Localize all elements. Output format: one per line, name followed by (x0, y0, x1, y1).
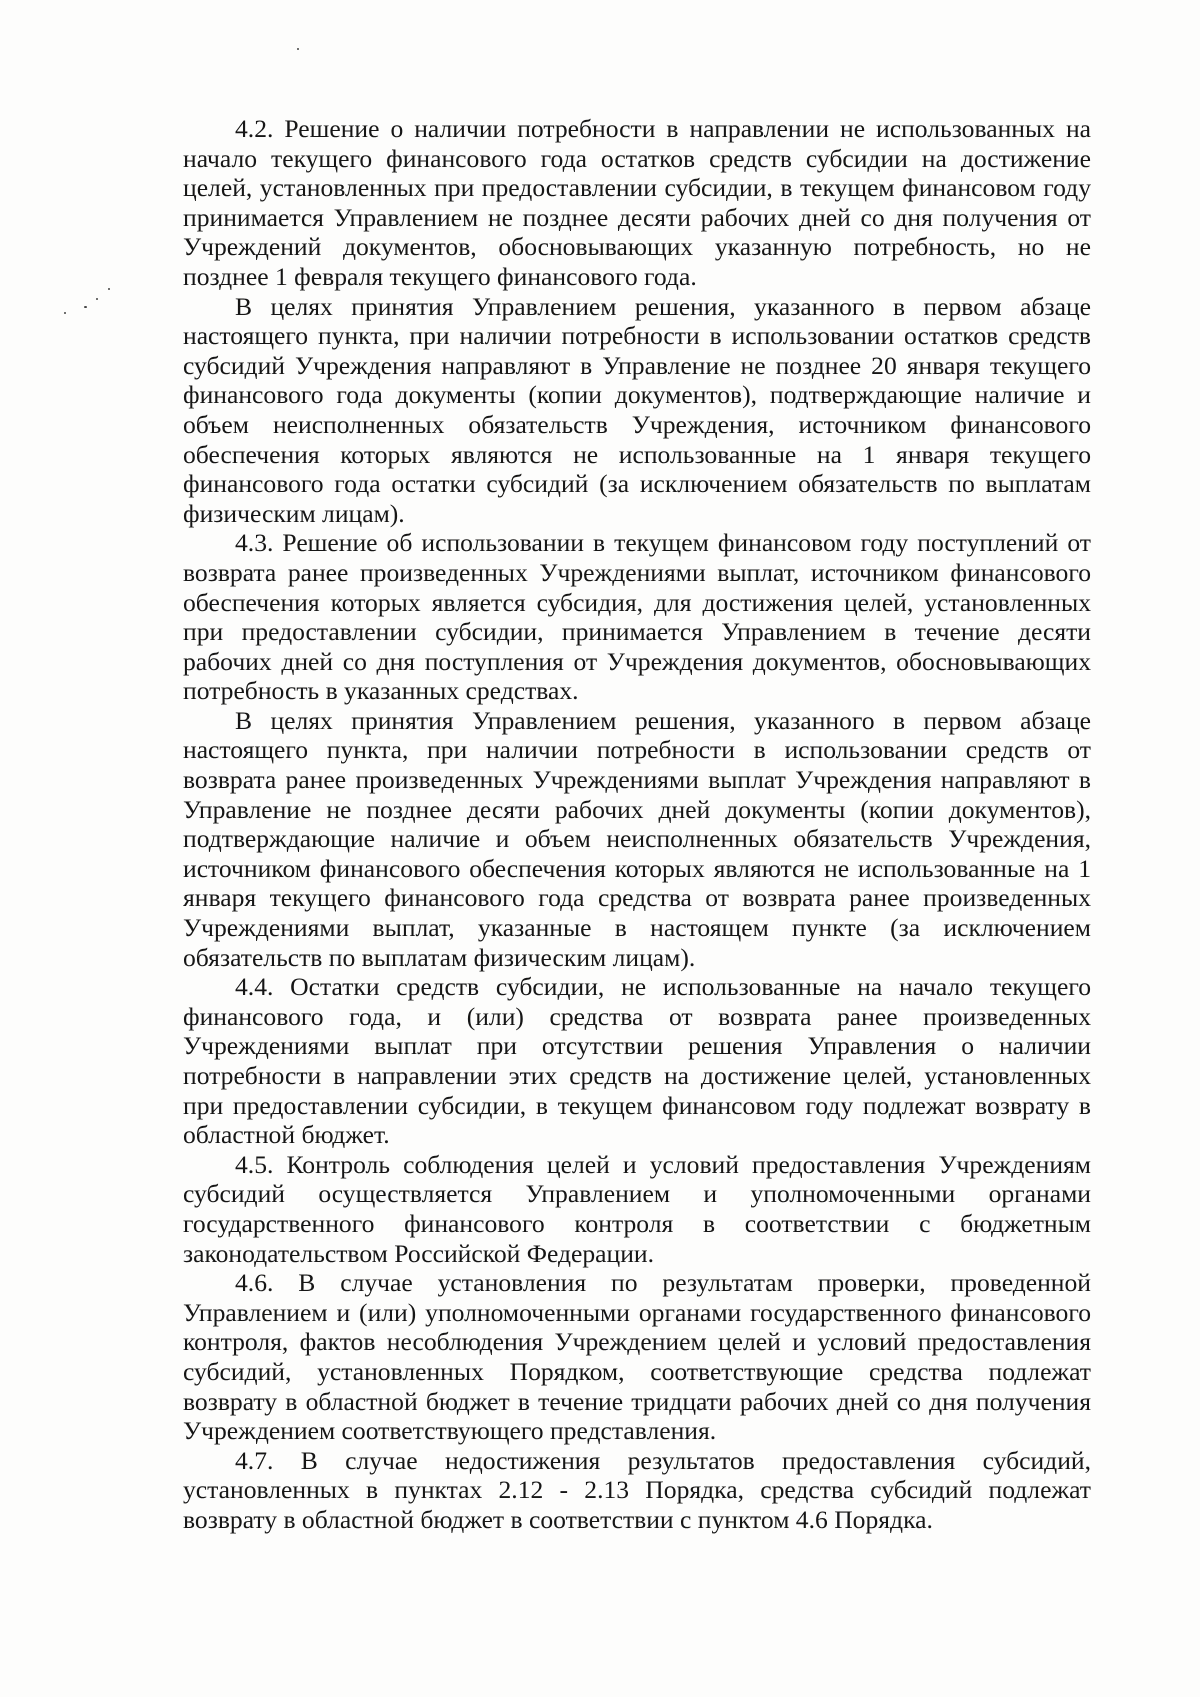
scan-speck (96, 298, 98, 300)
paragraph-4-2-detail: В целях принятия Управлением решения, указанного в первом абзаце настоящего пункта, при наличии потребности в использовании остатков средств субсидий Учреждения направляют в Управление не позднее 20 января текущего финансового года документы (копии документов), подтверждающие наличие и объем неисполненных обязательств Учреждения, источником финансового обеспечения которых являются не использованные на 1 января текущего финансового года остатки субсидий (за исключением обязательств по выплатам физическим лицам). (183, 291, 1091, 528)
paragraph-4-3-detail: В целях принятия Управлением решения, указанного в первом абзаце настоящего пункта, при наличии потребности в использовании средств от возврата ранее произведенных Учреждениями выплат Учреждения направляют в Управление не позднее десяти рабочих дней документы (копии документов), подтверждающие наличие и объем неисполненных обязательств Учреждения, источником финансового обеспечения которых являются не использованные на 1 января текущего финансового года средства от возврата ранее произведенных Учреждениями выплат, указанные в настоящем пункте (за исключением обязательств по выплатам физическим лицам). (183, 705, 1091, 972)
scan-speck (108, 288, 110, 290)
paragraph-4-6: 4.6. В случае установления по результатам проверки, проведенной Управлением и (или) уполномоченными органами государственного финансового контроля, фактов несоблюдения Учреждением целей и условий предоставления субсидий, установленных Порядком, соответствующие средства подлежат возврату в областной бюджет в течение тридцати рабочих дней со дня получения Учреждением соответствующего представления. (183, 1268, 1091, 1446)
paragraph-4-5: 4.5. Контроль соблюдения целей и условий предоставления Учреждениям субсидий осуществляется Управлением и уполномоченными органами государственного финансового контроля в соответствии с бюджетным законодательством Российской Федерации. (183, 1149, 1091, 1268)
document-body (183, 114, 1091, 1535)
scan-speck (297, 48, 299, 50)
paragraph-4-2: 4.2. Решение о наличии потребности в направлении не использованных на начало текущего финансового года остатков средств субсидии на достижение целей, установленных при предоставлении субсидии, в текущем финансовом году принимается Управлением не позднее десяти рабочих дней со дня получения от Учреждений документов, обосновывающих указанную потребность, но не позднее 1 февраля текущего финансового года. (183, 114, 1091, 291)
paragraph-4-4: 4.4. Остатки средств субсидии, не использованные на начало текущего финансового года, и (или) средства от возврата ранее произведенных Учреждениями выплат при отсутствии решения Управления о наличии потребности в направлении этих средств на достижение целей, установленных при предоставлении субсидии, в текущем финансовом году подлежат возврату в областной бюджет. (183, 972, 1091, 1150)
scan-speck (84, 306, 87, 308)
scan-speck (64, 312, 66, 314)
paragraph-4-3: 4.3. Решение об использовании в текущем финансовом году поступлений от возврата ранее произведенных Учреждениями выплат, источником финансового обеспечения которых является субсидия, для достижения целей, установленных при предоставлении субсидии, принимается Управлением в течение десяти рабочих дней со дня поступления от Учреждения документов, обосновывающих потребность в указанных средствах. (183, 528, 1091, 706)
paragraph-4-7: 4.7. В случае недостижения результатов предоставления субсидий, установленных в пунктах 2.12 - 2.13 Порядка, средства субсидий подлежат возврату в областной бюджет в соответствии с пунктом 4.6 Порядка. (183, 1445, 1091, 1534)
